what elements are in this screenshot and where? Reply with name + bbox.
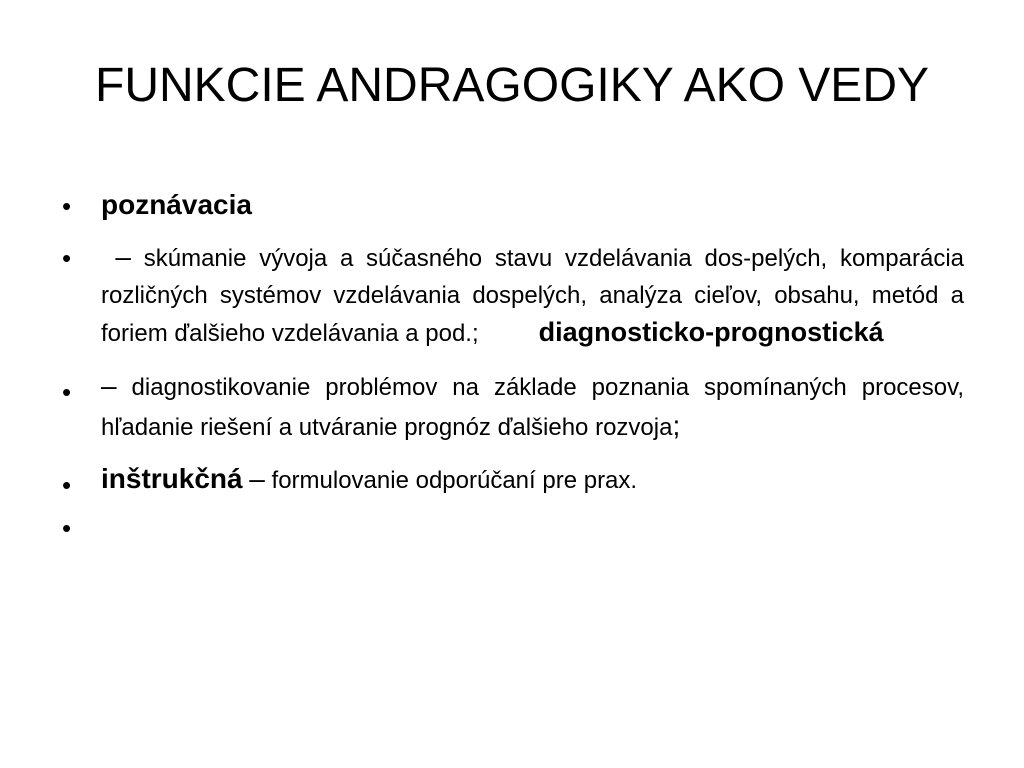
bullet-keyword: inštrukčná bbox=[101, 462, 243, 494]
bullet-paragraph bbox=[101, 367, 964, 447]
bullet-text: skúmanie vývoja a súčasného stavu vzdelávania dos-pelých, komparácia rozličných systémov vzdelávania dospelých, analýza cieľov, obsahu, metód a foriem ďalšieho vzdelávania a pod.; bbox=[101, 245, 965, 347]
bullet-item-diagnostic-description bbox=[62, 367, 964, 447]
bullet-text: formulovanie odporúčaní pre prax. bbox=[264, 466, 638, 494]
bullet-dash: – bbox=[101, 369, 117, 401]
bullet-item-poznavacia bbox=[62, 185, 964, 237]
bullet-paragraph bbox=[101, 239, 964, 353]
bullet-item-poznavacia-description bbox=[62, 239, 964, 353]
bullet-dash: – bbox=[249, 462, 265, 494]
bullet-text: diagnostikovanie problémov na základe poznania spomínaných procesov, hľadanie riešení a utváranie prognóz ďalšieho rozvoja bbox=[101, 373, 964, 441]
bullet-item-instrukcna bbox=[62, 459, 964, 501]
bullet-keyword: diagnosticko-prognostická bbox=[538, 317, 884, 347]
slide-title: FUNKCIE ANDRAGOGIKY AKO VEDY bbox=[95, 59, 929, 112]
bullet-item-empty bbox=[62, 507, 964, 547]
bullet-keyword: poznávacia bbox=[101, 189, 252, 220]
bullet-semicolon: ; bbox=[672, 409, 681, 441]
bullet-list bbox=[62, 185, 964, 547]
bullet-dash: – bbox=[115, 241, 131, 272]
